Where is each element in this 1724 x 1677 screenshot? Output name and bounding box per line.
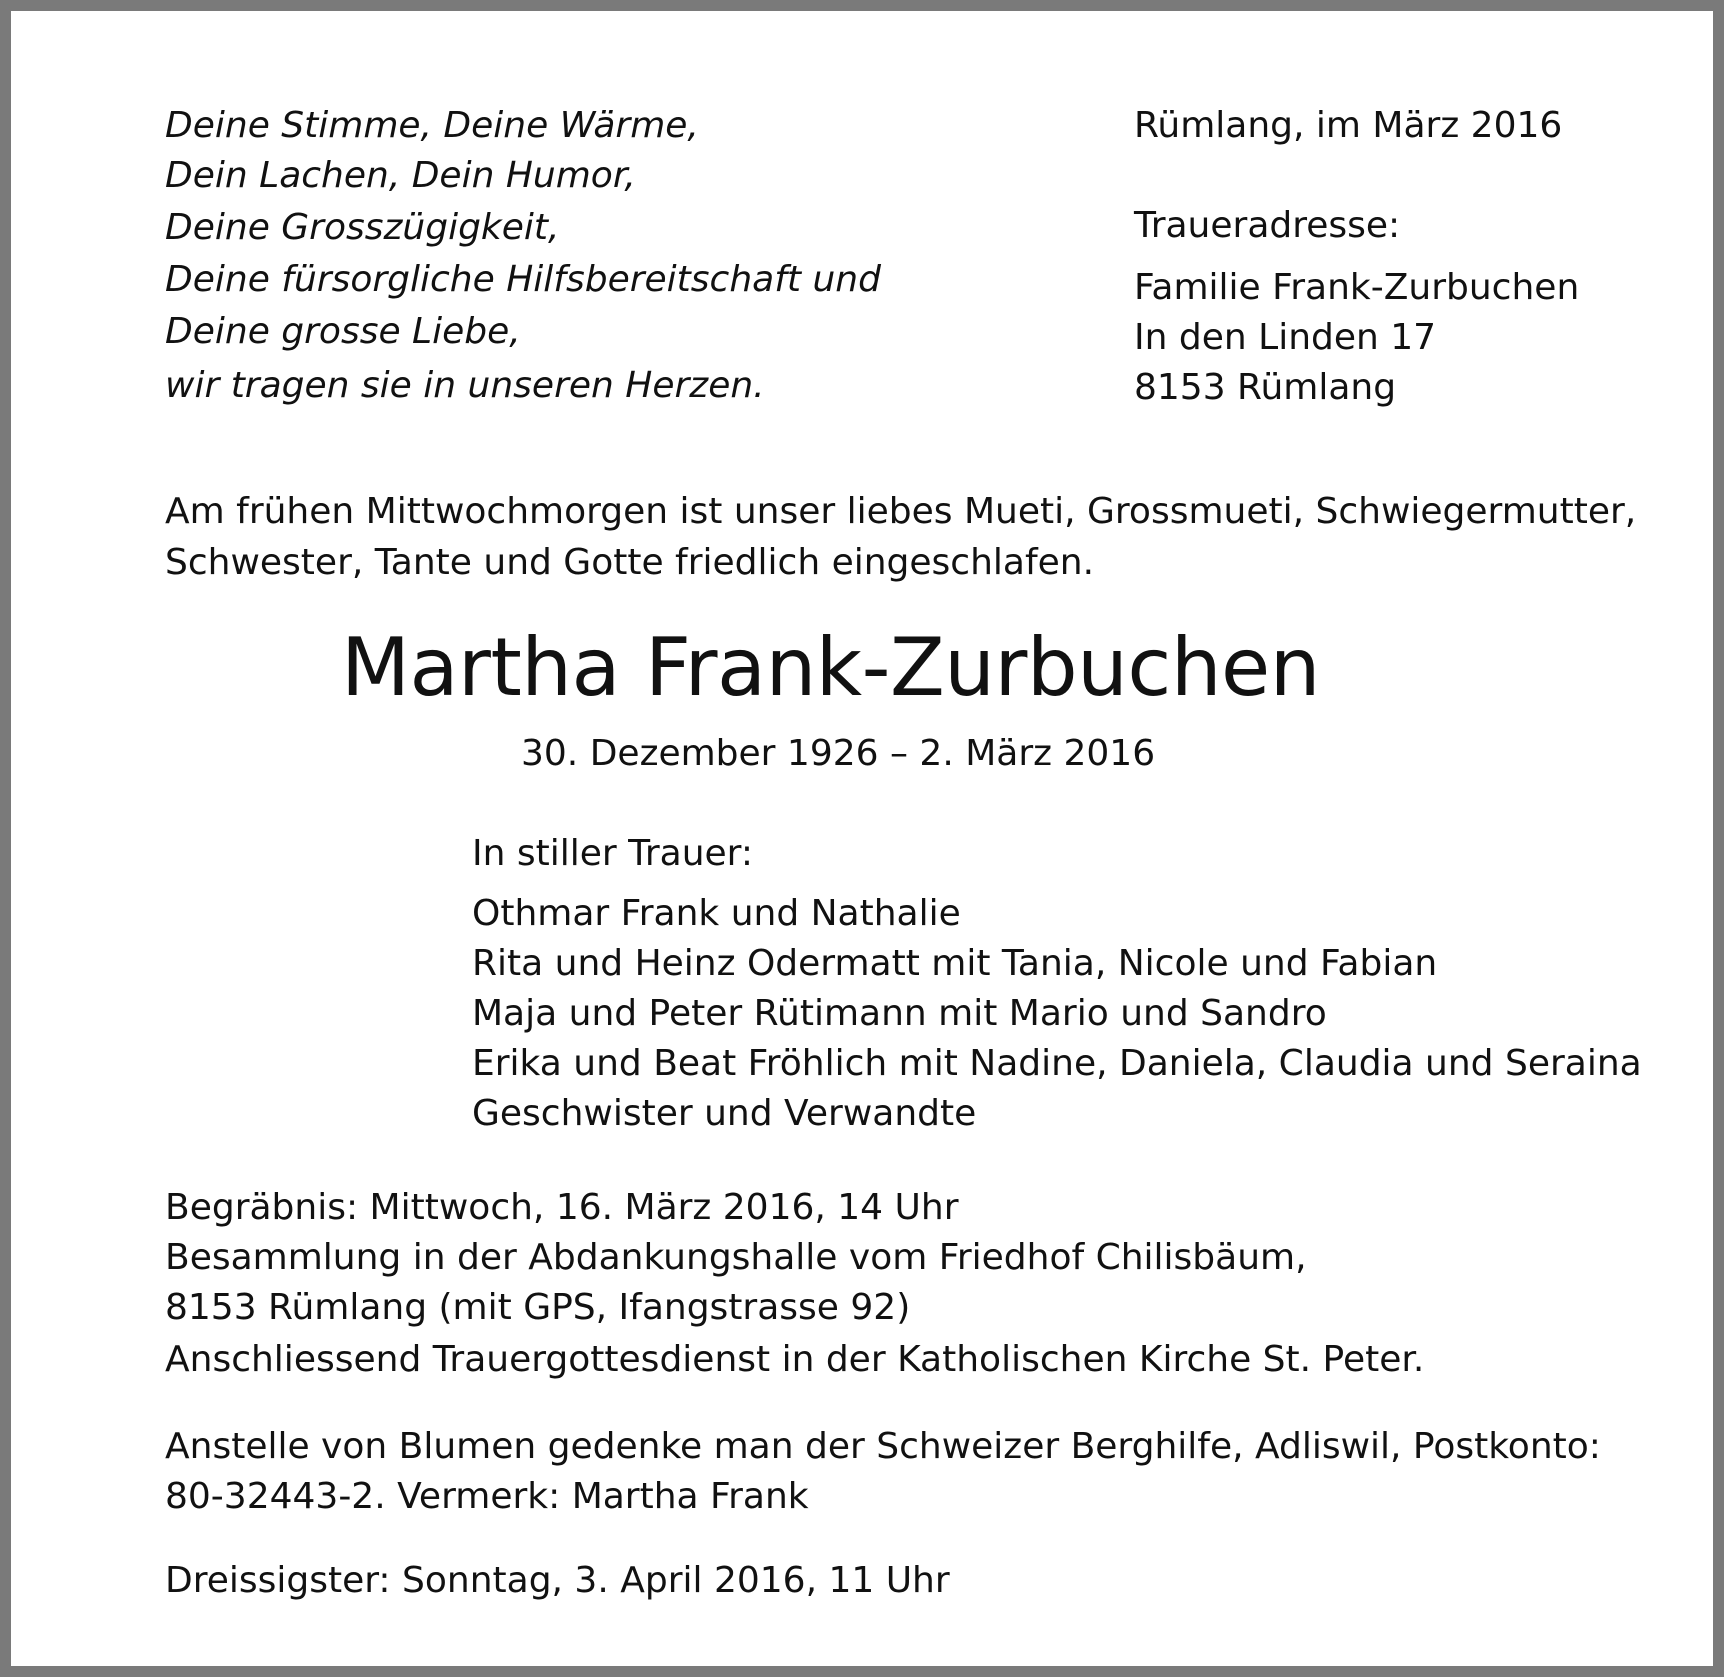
funeral-line: Anschliessend Trauergottesdienst in der Katholischen Kirche St. Peter. <box>165 1339 1425 1380</box>
mourner-line: Maja und Peter Rütimann mit Mario und Sandro <box>472 993 1327 1034</box>
donation-line: 80-32443-2. Vermerk: Martha Frank <box>165 1476 809 1517</box>
mourner-line: Geschwister und Verwandte <box>472 1093 977 1134</box>
donation-line: Anstelle von Blumen gedenke man der Schweizer Berghilfe, Adliswil, Postkonto: <box>165 1426 1601 1467</box>
place-date: Rümlang, im März 2016 <box>1134 105 1563 146</box>
life-dates: 30. Dezember 1926 – 2. März 2016 <box>521 733 1156 774</box>
funeral-line: Begräbnis: Mittwoch, 16. März 2016, 14 Uhr <box>165 1187 959 1228</box>
verse-line: Deine fürsorgliche Hilfsbereitschaft und <box>165 259 881 300</box>
address-line: Familie Frank-Zurbuchen <box>1134 267 1580 308</box>
funeral-line: Besammlung in der Abdankungshalle vom Friedhof Chilisbäum, <box>165 1237 1307 1278</box>
address-label: Traueradresse: <box>1134 205 1401 246</box>
verse-line: Deine Stimme, Deine Wärme, <box>165 105 699 146</box>
announcement-line: Schwester, Tante und Gotte friedlich eingeschlafen. <box>165 542 1095 583</box>
verse-line: Deine grosse Liebe, <box>165 311 521 352</box>
mourner-line: Erika und Beat Fröhlich mit Nadine, Daniela, Claudia und Seraina <box>472 1043 1642 1084</box>
deceased-name: Martha Frank-Zurbuchen <box>341 621 1320 714</box>
address-line: 8153 Rümlang <box>1134 367 1397 408</box>
verse-line: wir tragen sie in unseren Herzen. <box>165 365 765 406</box>
memorial-line: Dreissigster: Sonntag, 3. April 2016, 11 Uhr <box>165 1560 950 1601</box>
mourner-line: Rita und Heinz Odermatt mit Tania, Nicole und Fabian <box>472 943 1438 984</box>
verse-line: Dein Lachen, Dein Humor, <box>165 155 636 196</box>
announcement-line: Am frühen Mittwochmorgen ist unser liebes Mueti, Grossmueti, Schwiegermutter, <box>165 491 1637 532</box>
verse-line: Deine Grosszügigkeit, <box>165 207 560 248</box>
address-line: In den Linden 17 <box>1134 317 1437 358</box>
mourner-line: Othmar Frank und Nathalie <box>472 893 961 934</box>
mourners-label: In stiller Trauer: <box>472 833 753 874</box>
funeral-line: 8153 Rümlang (mit GPS, Ifangstrasse 92) <box>165 1287 911 1328</box>
